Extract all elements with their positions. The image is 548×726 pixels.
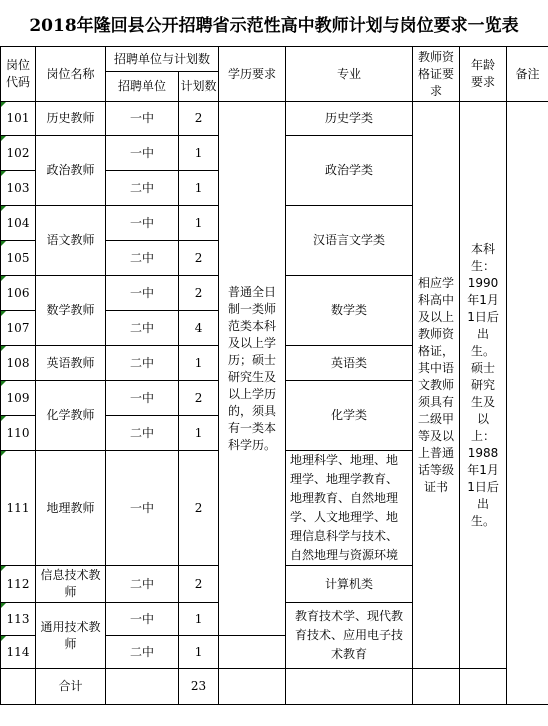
- major-requirement: 历史学类: [286, 102, 413, 136]
- position-name: 历史教师: [36, 102, 106, 136]
- position-name: 信息技术教师: [36, 566, 106, 603]
- position-code: 106: [1, 276, 36, 311]
- hiring-unit: 二中: [106, 171, 179, 206]
- position-name: 英语教师: [36, 346, 106, 381]
- major-requirement: 教育技术学、现代教育技术、应用电子技术教育: [286, 603, 413, 669]
- hiring-unit: 一中: [106, 206, 179, 241]
- position-code: 109: [1, 381, 36, 416]
- total-value: 23: [179, 669, 219, 705]
- education-requirement: 普通全日制一类师范类本科及以上学历；硕士研究生及以上学历的，须具有一类本科学历。: [219, 102, 286, 636]
- header-plan: 计划数: [179, 72, 219, 102]
- plan-count: 1: [179, 171, 219, 206]
- total-age-cell: [460, 669, 507, 705]
- table-row: [1, 102, 548, 136]
- certificate-requirement: 相应学科高中及以上教师资格证，其中语文教师须具有二级甲等及以上普通话等级证书: [413, 102, 460, 669]
- plan-count: 4: [179, 311, 219, 346]
- position-name: 政治教师: [36, 136, 106, 206]
- hiring-unit: 一中: [106, 102, 179, 136]
- plan-count: 1: [179, 416, 219, 451]
- position-code: 110: [1, 416, 36, 451]
- major-requirement: 数学类: [286, 276, 413, 346]
- age-requirement: 本科生：1990年1月1日后出生。硕士研究生及以上：1988年1月1日后出生。: [460, 102, 507, 669]
- major-requirement: 地理科学、地理、地理学、地理学教育、地理教育、自然地理学、人文地理学、地理信息科学与技术、自然地理与资源环境: [286, 451, 413, 566]
- hiring-unit: 二中: [106, 346, 179, 381]
- education-requirement-extension: [219, 636, 286, 669]
- hiring-unit: 一中: [106, 136, 179, 171]
- header-major: 专业: [286, 47, 413, 102]
- header-education: 学历要求: [219, 47, 286, 102]
- plan-count: 2: [179, 566, 219, 603]
- plan-count: 1: [179, 346, 219, 381]
- position-code: 101: [1, 102, 36, 136]
- position-name: 地理教师: [36, 451, 106, 566]
- position-name: 数学教师: [36, 276, 106, 346]
- hiring-unit: 二中: [106, 416, 179, 451]
- total-education-cell: [219, 669, 286, 705]
- major-requirement: 汉语言文学类: [286, 206, 413, 276]
- position-name: 化学教师: [36, 381, 106, 451]
- header-unit: 招聘单位: [106, 72, 179, 102]
- header-cert: 教师资格证要求: [413, 47, 460, 102]
- major-requirement: 计算机类: [286, 566, 413, 603]
- plan-count: 2: [179, 276, 219, 311]
- plan-count: 1: [179, 603, 219, 636]
- hiring-unit: 二中: [106, 241, 179, 276]
- plan-count: 2: [179, 241, 219, 276]
- plan-count: 2: [179, 102, 219, 136]
- plan-count: 1: [179, 206, 219, 241]
- hiring-unit: 一中: [106, 603, 179, 636]
- position-code: 103: [1, 171, 36, 206]
- total-cert-cell: [413, 669, 460, 705]
- hiring-unit: 二中: [106, 566, 179, 603]
- plan-count: 2: [179, 381, 219, 416]
- hiring-unit: 一中: [106, 276, 179, 311]
- total-label: 合计: [36, 669, 106, 705]
- header-age: 年龄要求: [460, 47, 507, 102]
- total-major-cell: [286, 669, 413, 705]
- header-unit-plan: 招聘单位与计划数: [106, 47, 219, 72]
- hiring-unit: 二中: [106, 311, 179, 346]
- total-row: [1, 669, 548, 705]
- position-code: 104: [1, 206, 36, 241]
- position-name: 语文教师: [36, 206, 106, 276]
- position-code: 112: [1, 566, 36, 603]
- position-code: 108: [1, 346, 36, 381]
- hiring-unit: 一中: [106, 451, 179, 566]
- hiring-unit: 一中: [106, 381, 179, 416]
- note-cell: [507, 102, 548, 705]
- total-code-cell: [1, 669, 36, 705]
- position-code: 102: [1, 136, 36, 171]
- page-title: 2018年隆回县公开招聘省示范性高中教师计划与岗位要求一览表: [29, 15, 519, 36]
- plan-count: 1: [179, 636, 219, 669]
- position-code: 114: [1, 636, 36, 669]
- major-requirement: 英语类: [286, 346, 413, 381]
- major-requirement: 政治学类: [286, 136, 413, 206]
- position-code: 105: [1, 241, 36, 276]
- hiring-unit: 二中: [106, 636, 179, 669]
- plan-count: 1: [179, 136, 219, 171]
- major-requirement: 化学类: [286, 381, 413, 451]
- total-unit-cell: [106, 669, 179, 705]
- position-code: 111: [1, 451, 36, 566]
- header-code: 岗位代码: [1, 47, 36, 102]
- position-code: 107: [1, 311, 36, 346]
- header-name: 岗位名称: [36, 47, 106, 102]
- position-code: 113: [1, 603, 36, 636]
- header-note: 备注: [507, 47, 548, 102]
- plan-count: 2: [179, 451, 219, 566]
- recruitment-table: [0, 46, 548, 705]
- position-name: 通用技术教师: [36, 603, 106, 669]
